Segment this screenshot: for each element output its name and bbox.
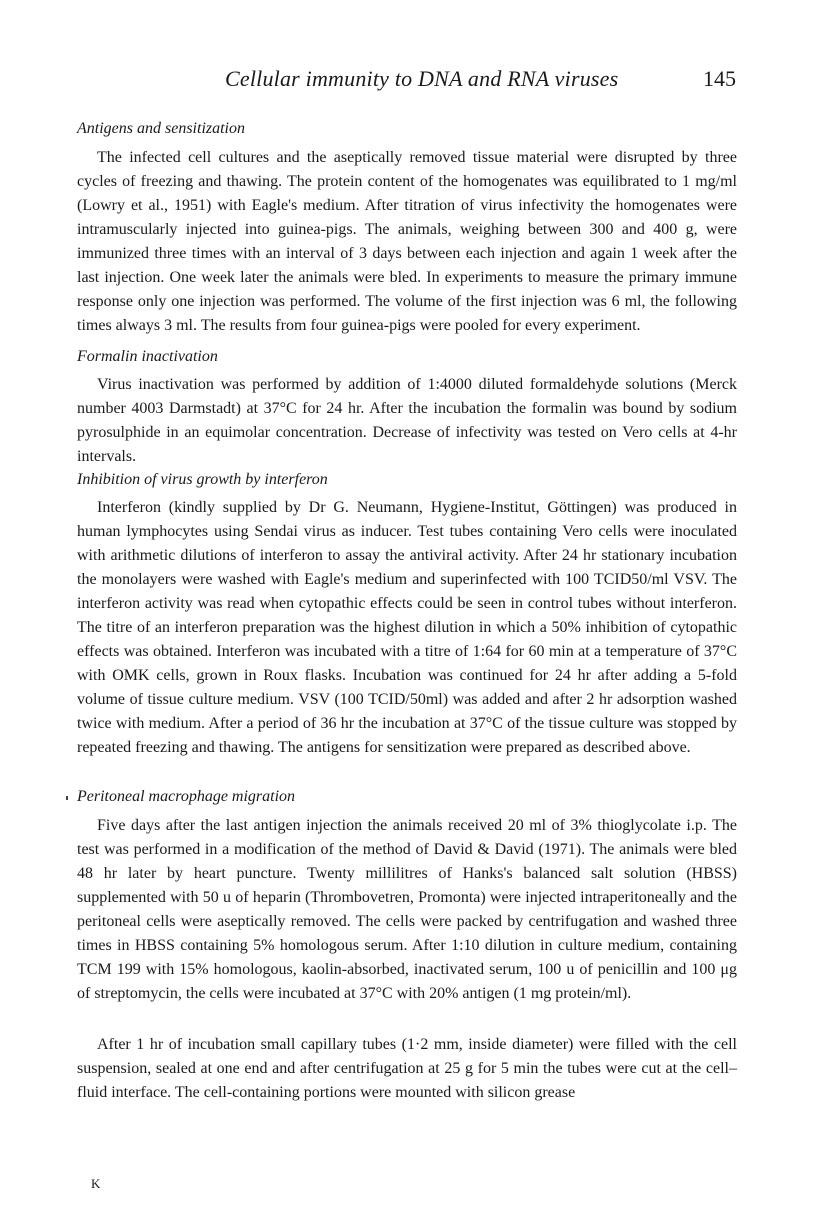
- section-heading-antigens: Antigens and sensitization: [77, 120, 245, 137]
- stray-ink-mark: [66, 796, 68, 800]
- signature-mark: K: [91, 1176, 101, 1191]
- paragraph-interferon: [77, 496, 737, 760]
- paragraph-text: After 1 hr of incubation small capillary tubes (1·2 mm, inside diameter) were filled with the cell suspension, sealed at one end and after centrifugation at 25 g for 5 min the tubes were cut at the cell–fluid interface. The cell-containing portions were mounted with silicon grease: [77, 1036, 737, 1101]
- section-heading-macrophage: Peritoneal macrophage migration: [77, 788, 296, 805]
- paragraph-macrophage-1: [77, 814, 737, 1006]
- paragraph-macrophage-2: [77, 1033, 737, 1105]
- section-heading-formalin: Formalin inactivation: [77, 348, 218, 365]
- section-heading-interferon: Inhibition of virus growth by interferon: [77, 471, 328, 488]
- running-title: Cellular immunity to DNA and RNA viruses: [225, 66, 619, 91]
- paragraph-text: Five days after the last antigen injection the animals received 20 ml of 3% thioglycolate i.p. The test was performed in a modification of the method of David & David (1971). The animals were bled 48 hr later by heart puncture. Twenty millilitres of Hanks's balanced salt solution (HBSS) supplemented with 50 u of heparin (Thrombovetren, Promonta) were injected intraperitoneally and the peritoneal cells were aseptically removed. The cells were packed by centrifugation and washed three times in HBSS containing 5% homologous serum. After 1:10 dilution in culture medium, containing TCM 199 with 15% homologous, kaolin-absorbed, inactivated serum, 100 u of penicillin and 100 μg of streptomycin, the cells were incubated at 37°C with 20% antigen (1 mg protein/ml).: [77, 817, 737, 1002]
- paragraph-formalin: [77, 373, 737, 469]
- paragraph-antigens: [77, 146, 737, 338]
- page-number: 145: [703, 66, 736, 91]
- paragraph-text: Interferon (kindly supplied by Dr G. Neumann, Hygiene-Institut, Göttingen) was produced in human lymphocytes using Sendai virus as inducer. Test tubes containing Vero cells were inoculated with arithmetic dilutions of interferon to assay the antiviral activity. After 24 hr stationary incubation the monolayers were washed with Eagle's medium and superinfected with 100 TCID50/ml VSV. The interferon activity was read when cytopathic effects could be seen in control tubes without interferon. The titre of an interferon preparation was the highest dilution in which a 50% inhibition of cytopathic effects was obtained. Interferon was incubated with a titre of 1:64 for 60 min at a temperature of 37°C with OMK cells, grown in Roux flasks. Incubation was continued for 24 hr after adding a 5-fold volume of tissue culture medium. VSV (100 TCID/50ml) was added and after 2 hr adsorption washed twice with medium. After a period of 36 hr the incubation at 37°C of the tissue culture was stopped by repeated freezing and thawing. The antigens for sensitization were prepared as described above.: [77, 499, 737, 756]
- paragraph-text: The infected cell cultures and the aseptically removed tissue material were disrupted by three cycles of freezing and thawing. The protein content of the homogenates was equilibrated to 1 mg/ml (Lowry et al., 1951) with Eagle's medium. After titration of virus infectivity the homogenates were intramuscularly injected into guinea-pigs. The animals, weighing between 300 and 400 g, were immunized three times with an interval of 3 days between each injection and again 1 week after the last injection. One week later the animals were bled. In experiments to measure the primary immune response only one injection was performed. The volume of the first injection was 6 ml, the following times always 3 ml. The results from four guinea-pigs were pooled for every experiment.: [77, 149, 737, 334]
- paragraph-text: Virus inactivation was performed by addition of 1:4000 diluted formaldehyde solutions (Merck number 4003 Darmstadt) at 37°C for 24 hr. After the incubation the formalin was bound by sodium pyrosulphide in an equimolar concentration. Decrease of infectivity was tested on Vero cells at 4-hr intervals.: [77, 376, 737, 465]
